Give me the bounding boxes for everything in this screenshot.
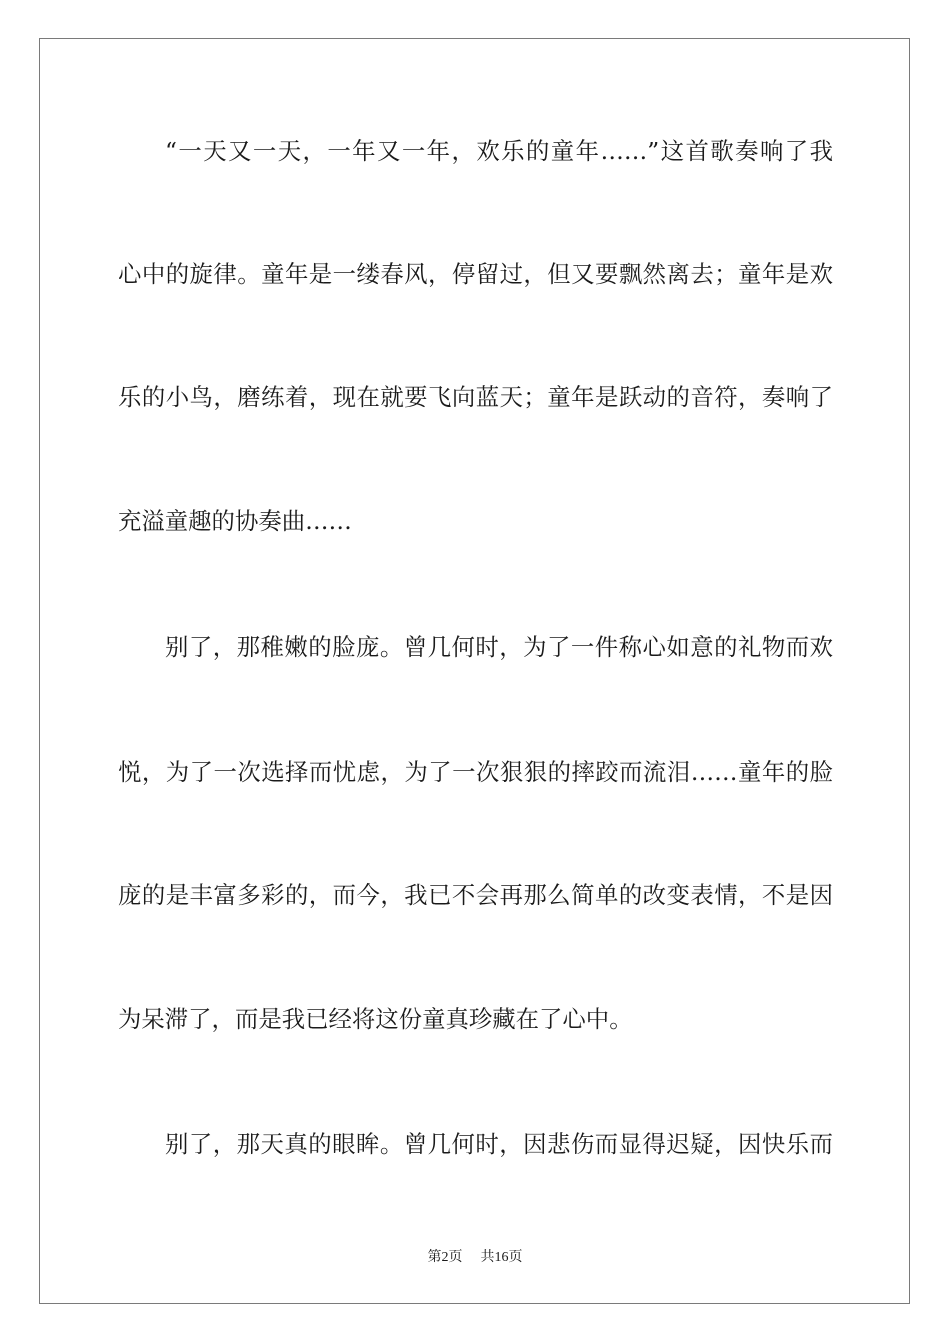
paragraph-line: 悦，为了一次选择而忧虑，为了一次狠狠的摔跤而流泪……童年的脸 xyxy=(118,758,833,786)
page-total: 共16页 xyxy=(480,1250,523,1265)
page-number: 第2页 xyxy=(427,1250,463,1265)
paragraph-line: 为呆滞了，而是我已经将这份童真珍藏在了心中。 xyxy=(118,1005,633,1033)
paragraph-line: 乐的小鸟，磨练着，现在就要飞向蓝天；童年是跃动的音符，奏响了 xyxy=(118,383,833,411)
paragraph-line: 别了，那天真的眼眸。曾几何时，因悲伤而显得迟疑，因快乐而 xyxy=(165,1130,833,1158)
paragraph-line: 庞的是丰富多彩的，而今，我已不会再那么简单的改变表情，不是因 xyxy=(118,881,833,909)
paragraph-line: 心中的旋律。童年是一缕春风，停留过，但又要飘然离去；童年是欢 xyxy=(118,260,833,288)
page-footer xyxy=(0,1246,950,1266)
paragraph-line: 别了，那稚嫩的脸庞。曾几何时，为了一件称心如意的礼物而欢 xyxy=(165,633,833,661)
page-frame xyxy=(39,38,910,1304)
paragraph-line: 充溢童趣的协奏曲…… xyxy=(118,507,352,535)
paragraph-line: “一天又一天，一年又一年，欢乐的童年……”这首歌奏响了我 xyxy=(165,137,833,165)
